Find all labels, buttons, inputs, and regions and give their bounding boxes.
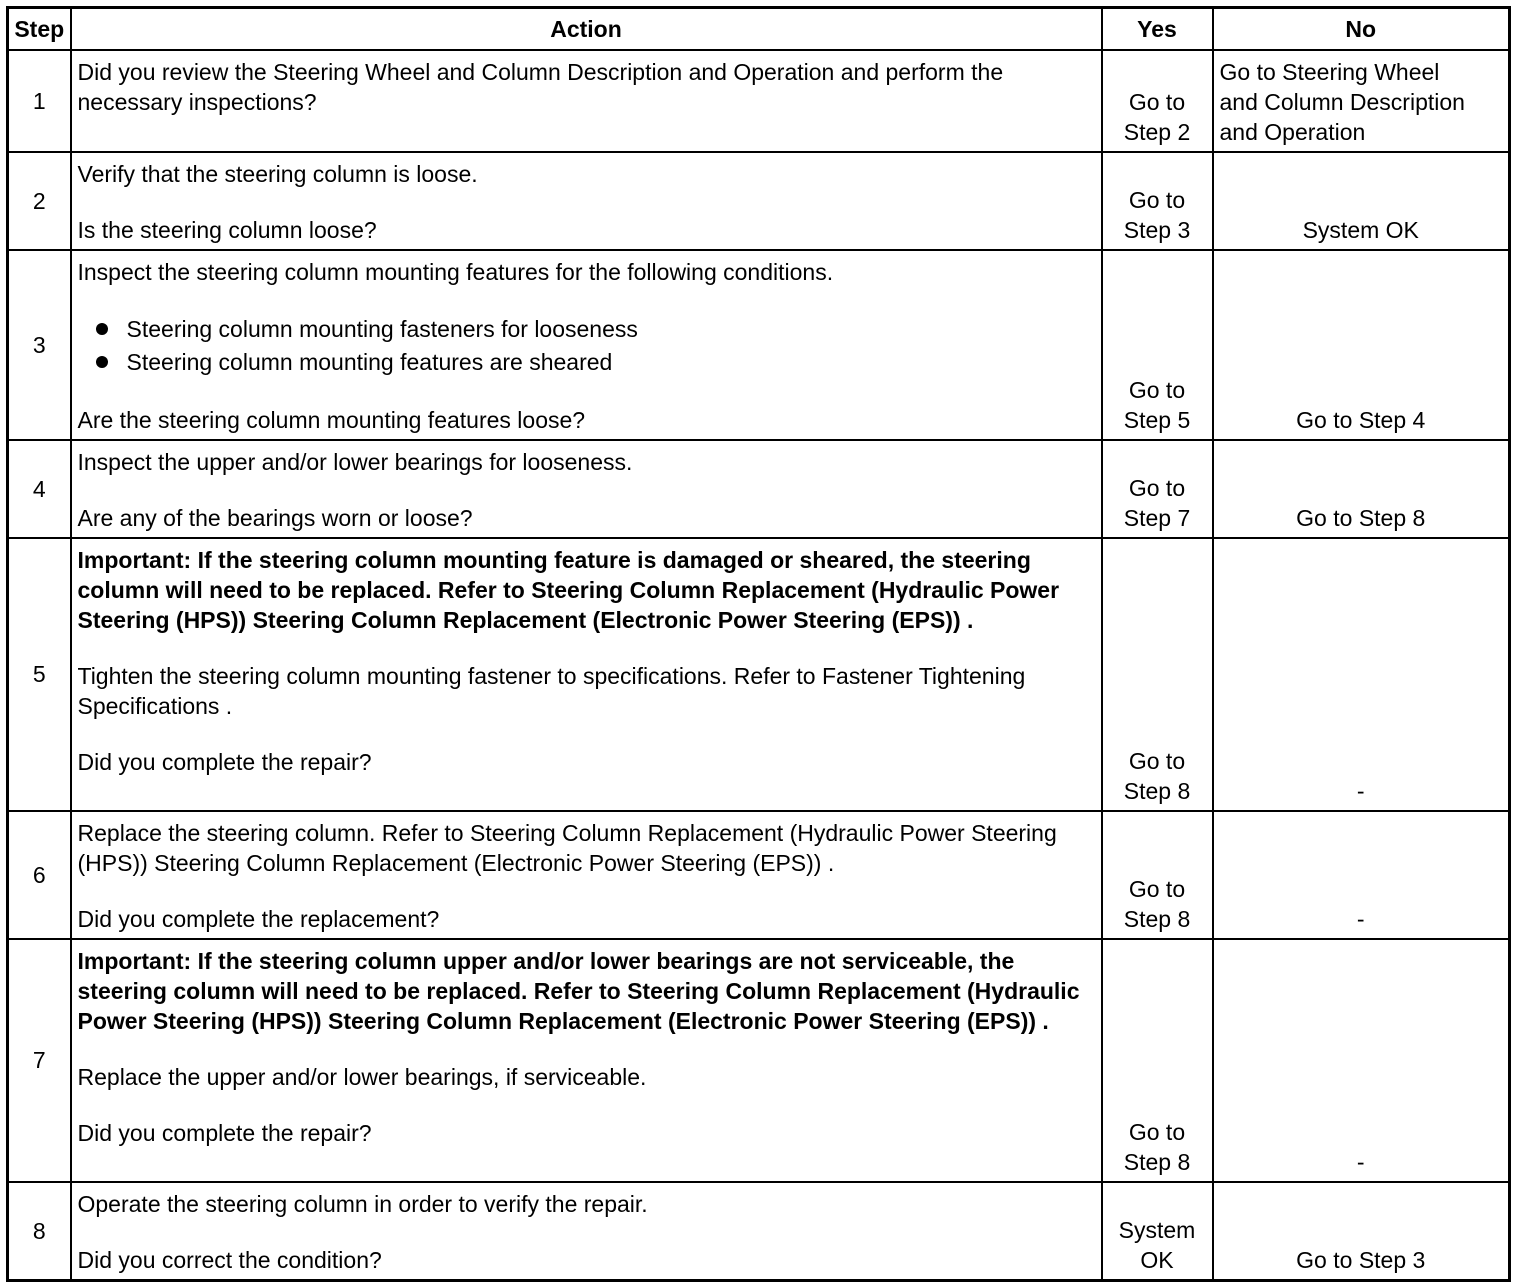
yes-text: System bbox=[1118, 1216, 1196, 1243]
action-cell bbox=[71, 538, 1102, 811]
yes-cell bbox=[1102, 538, 1213, 811]
yes-text: Step 3 bbox=[1123, 216, 1191, 243]
action-question: Are the steering column mounting features loose? bbox=[77, 406, 586, 433]
action-question: Did you complete the repair? bbox=[77, 748, 372, 775]
step-number: 4 bbox=[8, 440, 71, 538]
yes-cell bbox=[1102, 939, 1213, 1182]
action-text: Inspect the steering column mounting features for the following conditions. bbox=[77, 258, 834, 285]
no-cell bbox=[1213, 152, 1510, 250]
action-text: Verify that the steering column is loose. bbox=[77, 160, 478, 187]
action-question: Did you correct the condition? bbox=[77, 1246, 382, 1273]
yes-text: Step 2 bbox=[1123, 118, 1191, 145]
step-number: 5 bbox=[8, 538, 71, 811]
yes-text: Step 5 bbox=[1123, 406, 1191, 433]
no-cell bbox=[1213, 939, 1510, 1182]
table-row bbox=[8, 939, 1510, 1182]
no-cell bbox=[1213, 50, 1510, 152]
condition-list bbox=[78, 313, 1095, 379]
action-cell bbox=[71, 250, 1102, 440]
action-cell bbox=[71, 1182, 1102, 1281]
action-text: Operate the steering column in order to verify the repair. bbox=[77, 1190, 648, 1217]
step-number: 8 bbox=[8, 1182, 71, 1281]
header-step: Step bbox=[8, 8, 71, 50]
action-text: Inspect the upper and/or lower bearings for looseness. bbox=[77, 448, 633, 475]
action-text: Replace the steering column. Refer to Steering Column Replacement (Hydraulic Power Steering (HPS)) Steering Column Replacement (Electronic Power Steering (EPS)) . bbox=[77, 819, 1057, 876]
action-text: Did you review the Steering Wheel and Column Description and Operation and perform the necessary inspections? bbox=[77, 58, 1004, 115]
yes-cell bbox=[1102, 152, 1213, 250]
action-cell bbox=[71, 811, 1102, 939]
yes-cell bbox=[1102, 1182, 1213, 1281]
table-row bbox=[8, 250, 1510, 440]
no-text: - bbox=[1356, 905, 1365, 932]
yes-text: Go to bbox=[1128, 474, 1186, 501]
no-cell bbox=[1213, 440, 1510, 538]
no-text: Go to Step 3 bbox=[1296, 1246, 1426, 1273]
important-note: Important: If the steering column upper and/or lower bearings are not serviceable, the steering column will need to be replaced. Refer to Steering Column Replacement (Hydraulic Power Steering (HPS)) Steering Column Replacement (Electronic Power Steering (EPS)) . bbox=[77, 947, 1080, 1034]
no-cell bbox=[1213, 250, 1510, 440]
step-number: 2 bbox=[8, 152, 71, 250]
list-item bbox=[96, 313, 1095, 346]
no-cell bbox=[1213, 811, 1510, 939]
important-note: Important: If the steering column mounting feature is damaged or sheared, the steering column will need to be replaced. Refer to Steering Column Replacement (Hydraulic Power Steering (HPS)) Steering Column Replacement (Electronic Power Steering (EPS)) . bbox=[77, 546, 1060, 633]
diagnostic-table bbox=[6, 6, 1511, 1282]
action-question: Is the steering column loose? bbox=[77, 216, 377, 243]
header-yes: Yes bbox=[1102, 8, 1213, 50]
action-question: Did you complete the replacement? bbox=[77, 905, 440, 932]
no-text: Go to Steering Wheel bbox=[1219, 58, 1440, 85]
table-row bbox=[8, 152, 1510, 250]
table-row bbox=[8, 440, 1510, 538]
no-cell bbox=[1213, 538, 1510, 811]
no-text: System OK bbox=[1302, 216, 1419, 243]
action-cell bbox=[71, 939, 1102, 1182]
header-row bbox=[8, 8, 1510, 50]
no-text: and Operation bbox=[1219, 118, 1366, 145]
list-item-text: Steering column mounting features are sheared bbox=[126, 348, 613, 375]
step-number: 1 bbox=[8, 50, 71, 152]
no-text: - bbox=[1356, 1148, 1365, 1175]
table-row bbox=[8, 538, 1510, 811]
yes-text: Go to bbox=[1128, 747, 1186, 774]
yes-text: Step 8 bbox=[1123, 905, 1191, 932]
yes-text: Step 8 bbox=[1123, 1148, 1191, 1175]
yes-text: Go to bbox=[1128, 88, 1186, 115]
action-cell bbox=[71, 440, 1102, 538]
no-text: and Column Description bbox=[1219, 88, 1465, 115]
bullet-icon bbox=[96, 323, 108, 335]
yes-cell bbox=[1102, 250, 1213, 440]
action-text: Replace the upper and/or lower bearings, if serviceable. bbox=[77, 1063, 647, 1090]
no-cell bbox=[1213, 1182, 1510, 1281]
action-cell bbox=[71, 50, 1102, 152]
table-row bbox=[8, 50, 1510, 152]
table-row bbox=[8, 811, 1510, 939]
action-question: Are any of the bearings worn or loose? bbox=[77, 504, 473, 531]
list-item bbox=[96, 346, 1095, 379]
list-item-text: Steering column mounting fasteners for looseness bbox=[126, 315, 638, 342]
yes-text: Go to bbox=[1128, 875, 1186, 902]
yes-text: Go to bbox=[1128, 376, 1186, 403]
table-row bbox=[8, 1182, 1510, 1281]
yes-text: Step 7 bbox=[1123, 504, 1191, 531]
yes-text: Go to bbox=[1128, 1118, 1186, 1145]
header-no: No bbox=[1213, 8, 1510, 50]
step-number: 6 bbox=[8, 811, 71, 939]
no-text: - bbox=[1356, 777, 1365, 804]
step-number: 7 bbox=[8, 939, 71, 1182]
yes-text: Go to bbox=[1128, 186, 1186, 213]
action-question: Did you complete the repair? bbox=[77, 1119, 372, 1146]
action-cell bbox=[71, 152, 1102, 250]
no-text: Go to Step 4 bbox=[1296, 406, 1426, 433]
yes-text: Step 8 bbox=[1123, 777, 1191, 804]
bullet-icon bbox=[96, 356, 108, 368]
yes-cell bbox=[1102, 440, 1213, 538]
action-text: Tighten the steering column mounting fastener to specifications. Refer to Fastener Tightening Specifications . bbox=[77, 662, 1026, 719]
no-text: Go to Step 8 bbox=[1296, 504, 1426, 531]
yes-cell bbox=[1102, 811, 1213, 939]
yes-cell bbox=[1102, 50, 1213, 152]
yes-text: OK bbox=[1140, 1246, 1174, 1273]
header-action: Action bbox=[71, 8, 1102, 50]
step-number: 3 bbox=[8, 250, 71, 440]
